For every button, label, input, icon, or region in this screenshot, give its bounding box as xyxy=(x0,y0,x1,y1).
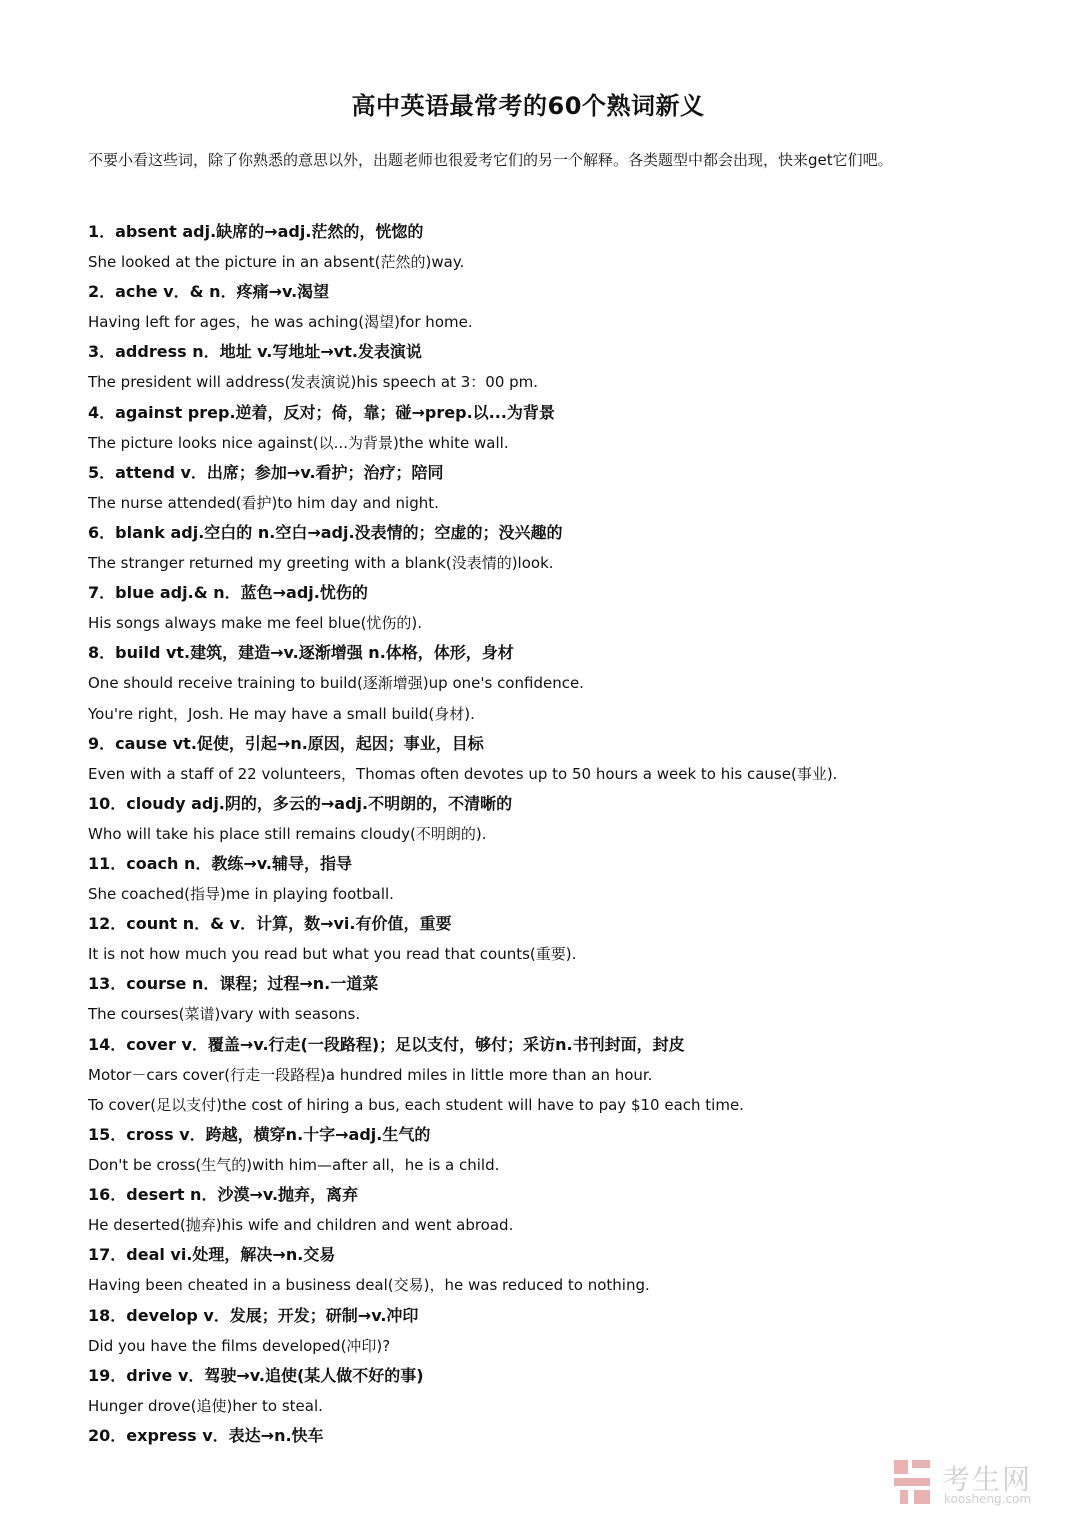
document-page xyxy=(88,78,968,1451)
entry-heading: 2．ache v．& n．疼痛→v.渴望 xyxy=(88,282,330,302)
entry-example: The president will address(发表演说)his speech at 3：00 pm. xyxy=(88,373,539,392)
entry-example: Motor－cars cover(行走一段路程)a hundred miles in little more than an hour. xyxy=(88,1065,653,1084)
entry-example: Even with a staff of 22 volunteers，Thomas often devotes up to 50 hours a week to his cause(事业). xyxy=(88,764,838,783)
entry-example: To cover(足以支付)the cost of hiring a bus, each student will have to pay $10 each time. xyxy=(88,1095,744,1114)
entry-example: One should receive training to build(逐渐增强)up one's confidence. xyxy=(88,674,584,693)
entry-example: Hunger drove(追使)her to steal. xyxy=(88,1396,323,1415)
entry-example: His songs always make me feel blue(忧伤的). xyxy=(88,614,423,633)
entry-example: The courses(菜谱)vary with seasons. xyxy=(88,1005,361,1024)
entry-heading: 13．course n．课程；过程→n.一道菜 xyxy=(88,974,379,994)
koosheng-watermark xyxy=(892,1456,1052,1512)
entry-heading: 5．attend v．出席；参加→v.看护；治疗；陪同 xyxy=(88,462,444,482)
entry-heading: 11．coach n．教练→v.辅导，指导 xyxy=(88,854,352,874)
entry-heading: 6．blank adj.空白的 n.空白→adj.没表情的；空虚的；没兴趣的 xyxy=(88,522,563,542)
entry-example: The nurse attended(看护)to him day and night. xyxy=(88,493,439,512)
entry-example: Having been cheated in a business deal(交易)，he was reduced to nothing. xyxy=(88,1276,650,1295)
page-title: 高中英语最常考的60个熟词新义 xyxy=(351,92,705,120)
entry-heading: 14．cover v．覆盖→v.行走(一段路程)；足以支付，够付；采访n.书刊封面，封皮 xyxy=(88,1034,685,1054)
entry-heading: 8．build vt.建筑，建造→v.逐渐增强 n.体格，体形，身材 xyxy=(88,643,514,663)
entry-example: Don't be cross(生气的)with him—after all，he is a child. xyxy=(88,1156,500,1174)
intro-paragraph: 不要小看这些词，除了你熟悉的意思以外，出题老师也很爱考它们的另一个解释。各类题型中都会出现，快来get它们吧。 xyxy=(88,151,893,169)
entry-example: You're right，Josh. He may have a small build(身材). xyxy=(88,704,475,723)
entry-heading: 7．blue adj.& n．蓝色→adj.忧伤的 xyxy=(88,583,368,603)
entry-example: The picture looks nice against(以...为背景)the white wall. xyxy=(88,433,509,452)
koosheng-logo-icon xyxy=(892,1456,936,1508)
entry-heading: 3．address n．地址 v.写地址→vt.发表演说 xyxy=(88,342,422,362)
entry-example: Did you have the films developed(冲印)? xyxy=(88,1336,391,1355)
entry-list xyxy=(88,217,968,1451)
entry-example: She coached(指导)me in playing football. xyxy=(88,885,394,904)
entry-example: It is not how much you read but what you read that counts(重要). xyxy=(88,945,577,964)
entry-heading: 9．cause vt.促使，引起→n.原因，起因；事业，目标 xyxy=(88,733,484,753)
entry-heading: 20．express v．表达→n.快车 xyxy=(88,1425,324,1445)
watermark-domain: koosheng.com xyxy=(944,1492,1032,1506)
entry-example: She looked at the picture in an absent(茫然的)way. xyxy=(88,253,465,271)
entry-heading: 17．deal vi.处理，解决→n.交易 xyxy=(88,1245,336,1265)
entry-example: Who will take his place still remains cloudy(不明朗的). xyxy=(88,824,487,843)
entry-heading: 10．cloudy adj.阴的，多云的→adj.不明朗的，不清晰的 xyxy=(88,793,513,813)
entry-heading: 18．develop v．发展；开发；研制→v.冲印 xyxy=(88,1305,419,1325)
entry-heading: 19．drive v．驾驶→v.追使(某人做不好的事) xyxy=(88,1365,424,1385)
watermark-brand: 考生网 xyxy=(942,1463,1033,1496)
entry-heading: 12．count n．& v．计算，数→vi.有价值，重要 xyxy=(88,914,452,934)
entry-example: The stranger returned my greeting with a blank(没表情的)look. xyxy=(88,553,554,572)
entry-heading: 4．against prep.逆着，反对；倚，靠；碰→prep.以...为背景 xyxy=(88,402,555,422)
entry-heading: 1．absent adj.缺席的→adj.茫然的，恍惚的 xyxy=(88,222,424,241)
entry-example: Having left for ages，he was aching(渴望)for home. xyxy=(88,313,473,332)
entry-heading: 15．cross v．跨越，横穿n.十字→adj.生气的 xyxy=(88,1125,431,1144)
entry-example: He deserted(抛弃)his wife and children and went abroad. xyxy=(88,1216,514,1235)
entry-heading: 16．desert n．沙漠→v.抛弃，离弃 xyxy=(88,1185,359,1205)
